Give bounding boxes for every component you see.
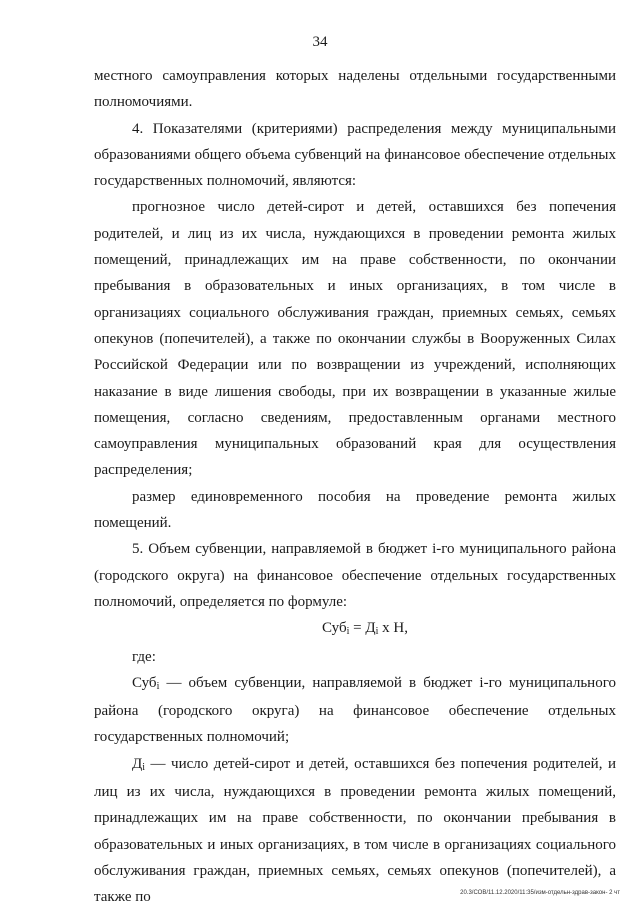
definition-2-symbol: Д xyxy=(132,755,143,772)
formula-left: Суб xyxy=(322,620,347,637)
paragraph-3: прогнозное число детей-сирот и детей, оставшихся без попечения родителей, и лиц из их числа, нуждающихся в проведении ремонта жилых помещений, принадлежащих им на праве собственности, по окончании пребывания в образовательных и иных организациях, в том числе в организациях социального обслуживания граждан, приемных семьях, семьях опекунов (попечителей), а также по окончании службы в Вооруженных Силах Российской Федерации или по возвращении из учреждений, исполняющих наказание в виде лишения свободы, при их возвращении в указанные жилые помещения, согласно сведениям, предоставленным органами местного самоуправления муниципальных образований края для осуществления распределения; xyxy=(94,199,616,479)
definition-1-text: — объем субвенции, направляемой в бюджет i-го муниципального района (городского округа) на финансовое обеспечение отдельных государственных полномочий; xyxy=(94,674,616,746)
formula-sub-2: i xyxy=(375,626,379,638)
formula xyxy=(94,615,616,643)
paragraph-4: размер единовременного пособия на проведение ремонта жилых помещений. xyxy=(94,488,616,532)
formula-sub-1: i xyxy=(346,626,350,638)
page-number: 34 xyxy=(312,34,328,50)
document-body xyxy=(94,63,616,911)
definition-1-symbol: Суб xyxy=(132,674,157,691)
where-label: где: xyxy=(132,648,156,665)
definition-2 xyxy=(94,751,616,911)
definition-2-text: — число детей-сирот и детей, оставшихся без попечения родителей, и лиц из их числа, нуждающихся в проведении ремонта жилых помещений, принадлежащих им на праве собственности, по окончании пребывания в образовательных и иных организациях, в том числе в организациях социального обслуживания граждан, приемных семьях, семьях опекунов (попечителей), а также по xyxy=(94,755,616,906)
paragraph-5: 5. Объем субвенции, направляемой в бюджет i-го муниципального района (городского округа) на финансовое обеспечение отдельных государственных полномочий, определяется по формуле: xyxy=(94,541,616,610)
footer-file-stamp: 20.3/СОВ/11.12.2020/11:35/изм-отдельн-здрав-закон- 2 чт xyxy=(460,890,620,896)
definition-1-sub: i xyxy=(156,680,160,692)
formula-rest: х Н, xyxy=(378,620,408,637)
paragraph-1: местного самоуправления которых наделены отдельными государственными полномочиями. xyxy=(94,68,616,111)
definition-2-sub: i xyxy=(142,761,146,773)
paragraph-2: 4. Показателями (критериями) распределения между муниципальными образованиями общего объема субвенций на финансовое обеспечение отдельных государственных полномочий, являются: xyxy=(94,120,616,190)
definition-1 xyxy=(94,670,616,751)
formula-eq: = Д xyxy=(349,620,376,637)
